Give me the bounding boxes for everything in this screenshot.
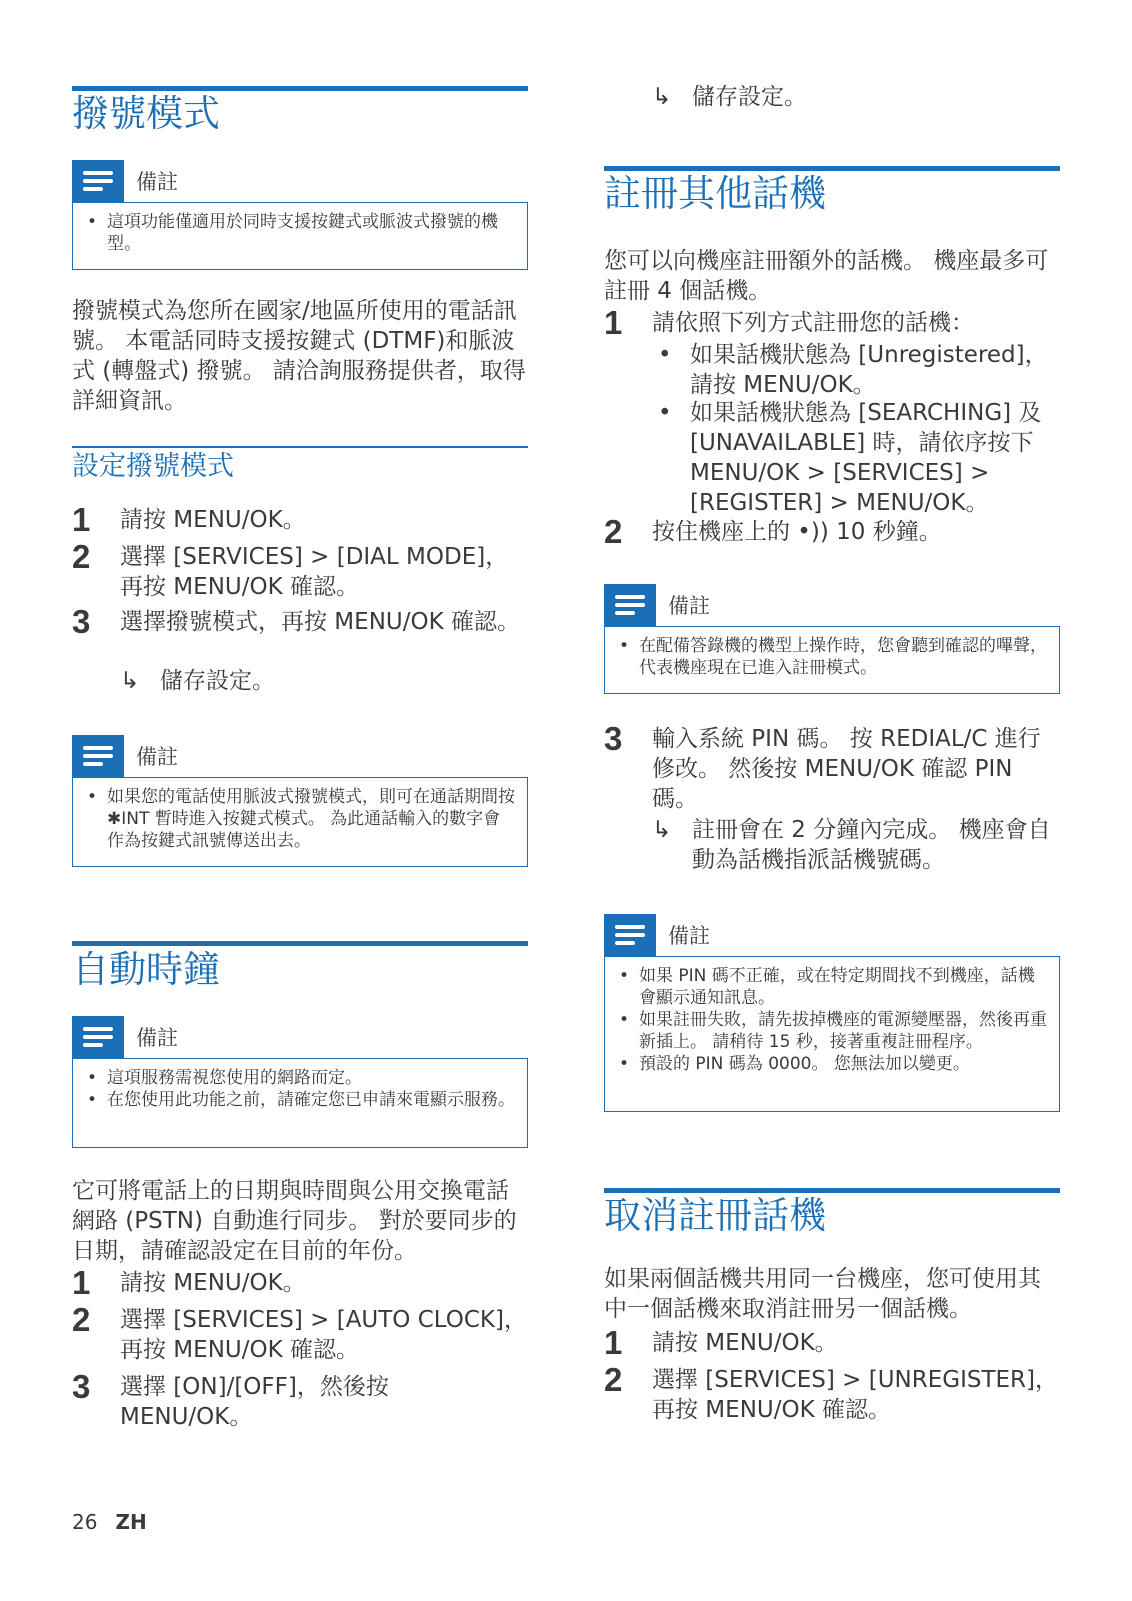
page-footer: [72, 1510, 147, 1534]
note-item: • 這項功能僅適用於同時支援按鍵式或脈波式撥號的機型。: [87, 212, 498, 254]
note-box: [604, 626, 1060, 694]
step-item: [604, 304, 1060, 341]
step-item: [72, 603, 528, 640]
step-item: [72, 538, 528, 602]
step-item: [72, 1368, 528, 1432]
note-label: 備註: [136, 1026, 178, 1050]
step-text: 按住機座上的 •)) 10 秒鐘。: [652, 519, 942, 545]
step-number: 1: [72, 1264, 91, 1301]
step-result: ↳ 儲存設定。: [120, 668, 275, 694]
step-item: [604, 720, 1060, 814]
step-item: [604, 513, 1060, 550]
register-body: 您可以向機座註冊額外的話機。 機座最多可註冊 4 個話機。: [604, 248, 1049, 304]
step-item: [604, 1361, 1060, 1425]
step-item: [72, 501, 528, 538]
note-item: • 如果註冊失敗，請先拔掉機座的電源變壓器，然後再重新插上。 請稍待 15 秒，接著重複註冊程序。: [619, 1010, 1047, 1052]
step-number: 2: [72, 538, 91, 575]
step-item: [72, 1301, 528, 1365]
step-text: 輸入系統 PIN 碼。 按 REDIAL/C 進行修改。 然後按 MENU/OK 確認 PIN 碼。: [652, 726, 1041, 812]
step-text: 選擇 [SERVICES] > [UNREGISTER]，再按 MENU/OK 確認。: [652, 1367, 1058, 1423]
step-number: 1: [604, 1324, 623, 1361]
step-number: 1: [604, 304, 623, 341]
note-item: • 如果 PIN 碼不正確，或在特定期間找不到機座，話機會顯示通知訊息。: [619, 966, 1035, 1008]
subsection-rule: [72, 446, 528, 448]
step-text: 選擇 [ON]/[OFF]，然後按 MENU/OK。: [120, 1374, 389, 1430]
section-rule: [604, 1188, 1060, 1193]
step-text: 選擇 [SERVICES] > [AUTO CLOCK]，再按 MENU/OK 確認。: [120, 1307, 527, 1363]
note-icon: [72, 1016, 124, 1058]
step-text: 請依照下列方式註冊您的話機：: [652, 310, 974, 336]
auto-clock-body: 它可將電話上的日期與時間與公用交換電話網路 (PSTN) 自動進行同步。 對於要同步的日期，請確認設定在目前的年份。: [72, 1178, 517, 1264]
section-title-unregister: 取消註冊話機: [604, 1194, 826, 1237]
section-rule: [604, 166, 1060, 171]
note-box: [604, 956, 1060, 1112]
dial-mode-body: 撥號模式為您所在國家/地區所使用的電話訊號。 本電話同時支援按鍵式 (DTMF)和脈波式 (轉盤式) 撥號。 請洽詢服務提供者，取得詳細資訊。: [72, 298, 526, 414]
subsection-title-set-dial-mode: 設定撥號模式: [72, 451, 234, 482]
step-item: [72, 1264, 528, 1301]
step-number: 3: [604, 720, 623, 757]
step-text: 請按 MENU/OK。: [120, 1270, 306, 1296]
note-item: • 如果您的電話使用脈波式撥號模式，則可在通話期間按 ✱INT 暫時進入按鍵式模式。 為此通話輸入的數字會作為按鍵式訊號傳送出去。: [87, 787, 515, 851]
page-number: 26: [72, 1510, 98, 1534]
note-box: [72, 202, 528, 270]
section-rule: [72, 941, 528, 946]
note-label: 備註: [668, 594, 710, 618]
step-number: 3: [72, 1368, 91, 1405]
step-result: ↳ 註冊會在 2 分鐘內完成。 機座會自動為話機指派話機號碼。: [652, 817, 1051, 873]
note-label: 備註: [136, 170, 178, 194]
step-text: 請按 MENU/OK。: [652, 1330, 838, 1356]
step-number: 2: [604, 513, 623, 550]
sub-bullet-item: • 如果話機狀態為 [Unregistered]，請按 MENU/OK。: [658, 342, 1048, 398]
note-icon: [72, 160, 124, 202]
note-icon: [604, 914, 656, 956]
section-title-register: 註冊其他話機: [604, 172, 826, 215]
step-text: 選擇 [SERVICES] > [DIAL MODE]，再按 MENU/OK 確認。: [120, 544, 509, 600]
step-number: 2: [604, 1361, 623, 1398]
step-number: 1: [72, 501, 91, 538]
note-box: [72, 777, 528, 867]
note-icon: [604, 584, 656, 626]
step-result: ↳ 儲存設定。: [652, 84, 807, 110]
section-rule: [72, 86, 528, 91]
section-title-auto-clock: 自動時鐘: [72, 948, 220, 991]
note-box: [72, 1058, 528, 1148]
note-item: • 預設的 PIN 碼為 0000。 您無法加以變更。: [619, 1054, 970, 1074]
step-number: 2: [72, 1301, 91, 1338]
section-title-dial-mode: 撥號模式: [72, 92, 220, 135]
note-item: • 在配備答錄機的機型上操作時，您會聽到確認的嗶聲，代表機座現在已進入註冊模式。: [619, 636, 1047, 678]
note-label: 備註: [668, 924, 710, 948]
note-icon: [72, 735, 124, 777]
sub-bullet-item: • 如果話機狀態為 [SEARCHING] 及 [UNAVAILABLE] 時，請依序按下 MENU/OK > [SERVICES] > [REGISTER] > MENU/OK。: [658, 400, 1042, 516]
step-text: 選擇撥號模式，再按 MENU/OK 確認。: [120, 609, 520, 635]
step-text: 請按 MENU/OK。: [120, 507, 306, 533]
unregister-body: 如果兩個話機共用同一台機座，您可使用其中一個話機來取消註冊另一個話機。: [604, 1266, 1041, 1322]
note-item: • 這項服務需視您使用的網路而定。: [87, 1068, 362, 1088]
result-arrow-icon: ↳: [652, 84, 672, 110]
note-label: 備註: [136, 745, 178, 769]
result-arrow-icon: ↳: [120, 668, 140, 694]
note-item: • 在您使用此功能之前，請確定您已申請來電顯示服務。: [87, 1090, 515, 1110]
step-number: 3: [72, 603, 91, 640]
language-code: ZH: [115, 1510, 147, 1534]
result-arrow-icon: ↳: [652, 817, 672, 843]
step-item: [604, 1324, 1060, 1361]
